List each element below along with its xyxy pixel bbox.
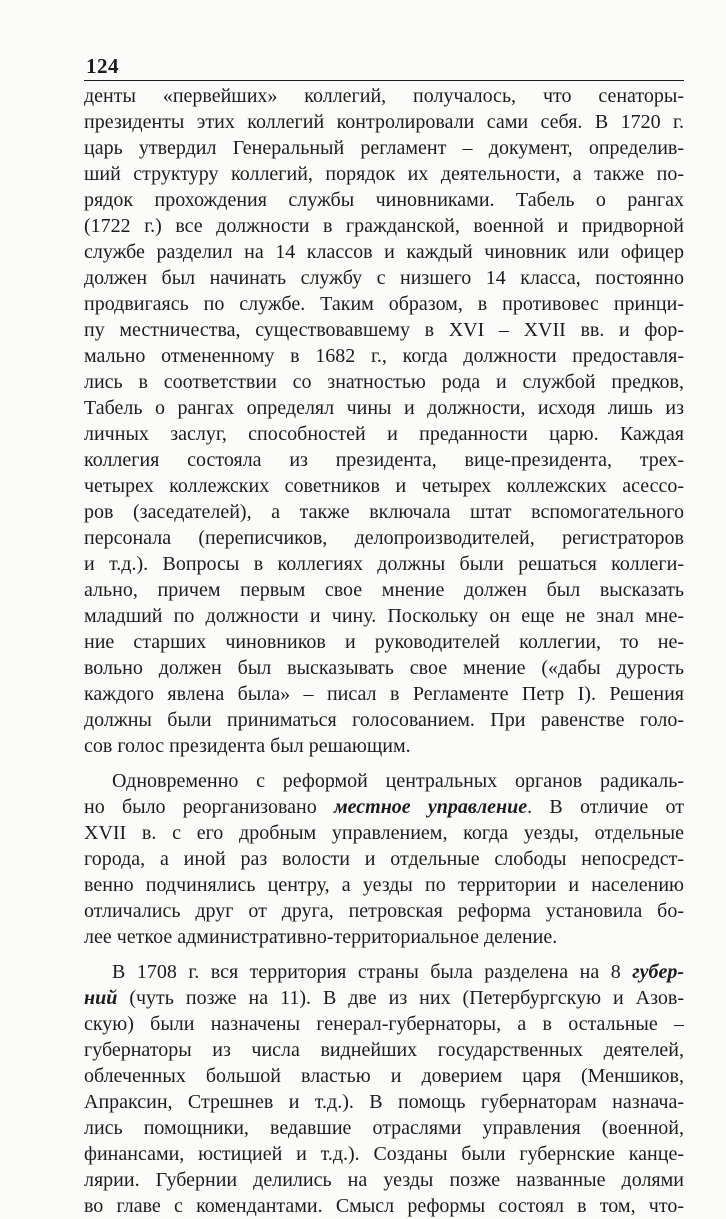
text-line: ший структуру коллегий, порядок их деятельности, а также по- <box>84 163 684 185</box>
text-line: персонала (переписчиков, делопроизводителей, регистраторов <box>84 527 684 549</box>
text-line: лись в соответствии со знатностью рода и службой предков, <box>84 371 684 393</box>
text-line: каждого явлена была» – писал в Регламенте Петр I). Решения <box>84 683 684 705</box>
text-line: во главе с комендантами. Смысл реформы состоял в том, что- <box>84 1195 684 1217</box>
text-line: денты «первейших» коллегий, получалось, что сенаторы- <box>84 85 684 107</box>
body-text <box>84 83 684 1219</box>
text-line: скую) были назначены генерал-губернаторы, а в остальные – <box>84 1013 684 1035</box>
text-segment: В 1708 г. вся территория страны была разделена на 8 <box>112 961 633 983</box>
text-segment: (чуть позже на 11). В две из них (Петербургскую и Азов- <box>117 987 684 1009</box>
text-line: облеченных большой властью и доверием царя (Меншиков, <box>84 1065 684 1087</box>
text-line: должен был начинать службу с низшего 14 класса, постоянно <box>84 267 684 289</box>
text-line: четырех коллежских советников и четырех коллежских асессо- <box>84 475 684 497</box>
text-line: коллегия состояла из президента, вице-президента, трех- <box>84 449 684 471</box>
paragraph-1 <box>84 83 684 759</box>
text-segment: . В отличие от <box>527 796 684 818</box>
text-line: и т.д.). Вопросы в коллегиях должны были решаться коллеги- <box>84 553 684 575</box>
text-line: рядок прохождения службы чиновниками. Табель о рангах <box>84 189 684 211</box>
text-line <box>84 985 684 1011</box>
text-line: ние старших чиновников и руководителей коллегии, то не- <box>84 631 684 653</box>
text-line: пу местничества, существовавшему в XVI – XVII вв. и фор- <box>84 319 684 341</box>
text-line: XVII в. с его дробным управлением, когда уезды, отдельные <box>84 822 684 844</box>
text-line: Апраксин, Стрешнев и т.д.). В помощь губернаторам назнача- <box>84 1091 684 1113</box>
paragraph-3 <box>84 959 684 1219</box>
text-line <box>84 959 684 985</box>
text-line: венно подчинялись центру, а уезды по территории и населению <box>84 874 684 896</box>
text-line: царь утвердил Генеральный регламент – документ, определив- <box>84 137 684 159</box>
page-header <box>84 52 684 81</box>
italic-term: губер- <box>632 961 684 983</box>
text-line: (1722 г.) все должности в гражданской, военной и придворной <box>84 215 684 237</box>
italic-term: ний <box>84 987 118 1009</box>
text-line: Одновременно с реформой центральных органов радикаль- <box>112 770 684 792</box>
text-line: вольно должен был высказывать свое мнение («дабы дурость <box>84 657 684 679</box>
text-line: лись помощники, ведавшие отраслями управления (военной, <box>84 1117 684 1139</box>
text-line: лярии. Губернии делились на уезды позже названные долями <box>84 1169 684 1191</box>
text-line: лее четкое административно-территориальное деление. <box>84 926 558 948</box>
paragraph-2 <box>84 768 684 950</box>
text-line: ально, причем первым свое мнение должен был высказать <box>84 579 684 601</box>
text-line: мально отмененному в 1682 г., когда должности предоставля- <box>84 345 684 367</box>
italic-term: местное управление <box>333 796 528 818</box>
text-line: Табель о рангах определял чины и должности, исходя лишь из <box>84 397 684 419</box>
text-line: продвигаясь по службе. Таким образом, в противовес принци- <box>84 293 684 315</box>
text-line: личных заслуг, способностей и преданности царю. Каждая <box>84 423 684 445</box>
text-line: младший по должности и чину. Поскольку он еще не знал мне- <box>84 605 684 627</box>
text-segment: но было реорганизовано <box>84 796 334 818</box>
text-line: отличались друг от друга, петровская реформа установила бо- <box>84 900 684 922</box>
page-number: 124 <box>86 54 119 78</box>
text-line: должны были приниматься голосованием. При равенстве голо- <box>84 709 684 731</box>
text-line: города, а иной раз волости и отдельные слободы непосредст- <box>84 848 684 870</box>
text-line <box>84 794 684 820</box>
text-line: ров (заседателей), а также включала штат вспомогательного <box>84 501 684 523</box>
text-line: президенты этих коллегий контролировали сами себя. В 1720 г. <box>84 111 684 133</box>
text-line: службе разделил на 14 классов и каждый чиновник или офицер <box>84 241 684 263</box>
text-line: губернаторы из числа виднейших государственных деятелей, <box>84 1039 684 1061</box>
text-line: финансами, юстицией и т.д.). Созданы были губернские канце- <box>84 1143 684 1165</box>
text-line: сов голос президента был решающим. <box>84 735 411 757</box>
